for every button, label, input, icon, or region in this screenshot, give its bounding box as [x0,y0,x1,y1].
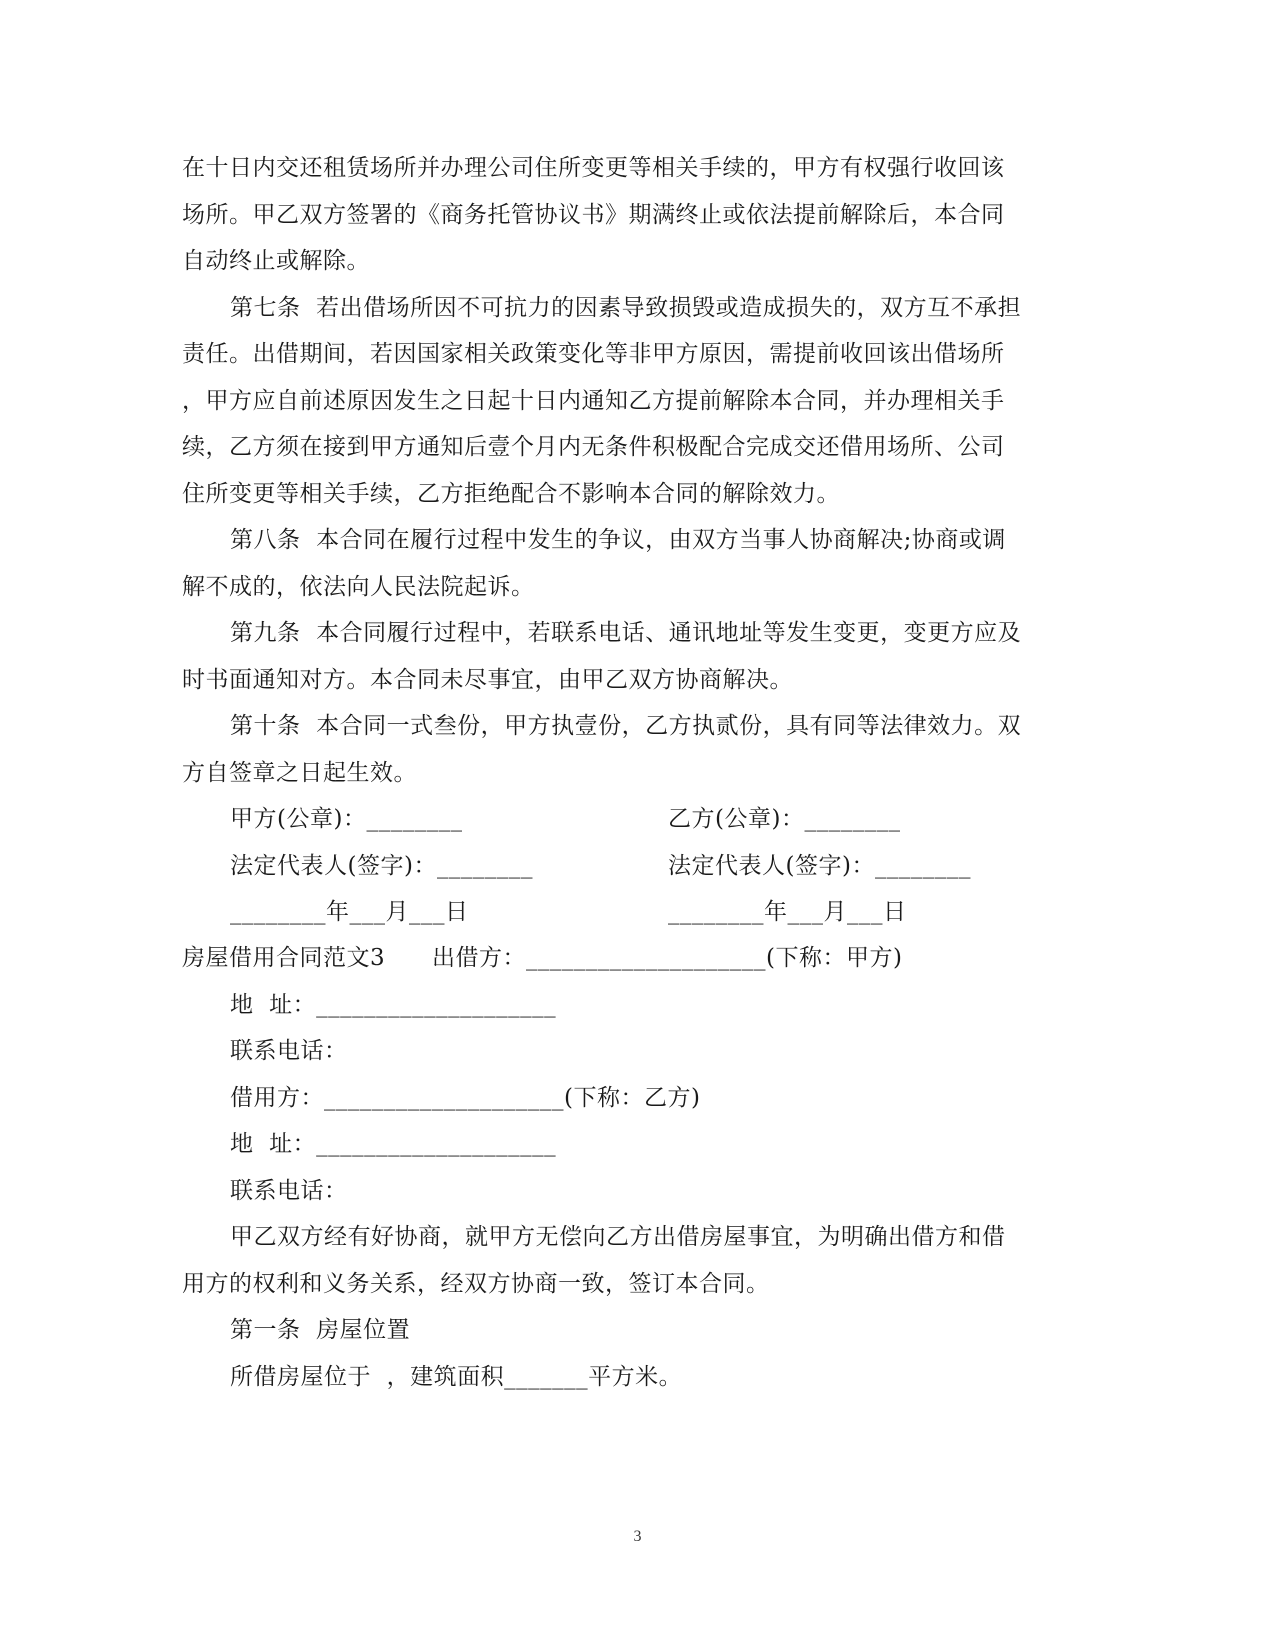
clause-1-heading: 第一条 房屋位置 [230,1317,411,1343]
party-a-date: ________年___月___日 [230,899,469,925]
borrower-line: 借用方：____________________(下称：乙方) [230,1085,701,1111]
section-heading-line: 房屋借用合同范文3 出借方：____________________(下称：甲方) [182,945,903,971]
body-line: 场所。甲乙双方签署的《商务托管协议书》期满终止或依法提前解除后，本合同 [182,202,1005,228]
body-line: ，甲方应自前述原因发生之日起十日内通知乙方提前解除本合同，并办理相关手 [182,388,1005,414]
body-line: 方自签章之日起生效。 [182,760,417,786]
body-line: 时书面通知对方。本合同未尽事宜，由甲乙双方协商解决。 [182,667,793,693]
body-line: 责任。出借期间，若因国家相关政策变化等非甲方原因，需提前收回该出借场所 [182,341,1005,367]
body-line: 用方的权利和义务关系，经双方协商一致，签订本合同。 [182,1271,770,1297]
borrower-phone: 联系电话： [230,1178,348,1204]
party-b-date: ________年___月___日 [668,899,907,925]
clause-10-line: 第十条 本合同一式叁份，甲方执壹份，乙方执贰份，具有同等法律效力。双 [230,713,1022,739]
lender-address: 地 址：____________________ [230,992,557,1018]
body-line: 所借房屋位于 ，建筑面积_______平方米。 [230,1364,683,1390]
borrower-address: 地 址：____________________ [230,1131,557,1157]
body-line: 在十日内交还租赁场所并办理公司住所变更等相关手续的，甲方有权强行收回该 [182,155,1005,181]
body-line: 自动终止或解除。 [182,248,370,274]
page-number: 3 [633,1528,642,1545]
lender-phone: 联系电话： [230,1038,348,1064]
clause-8-line: 第八条 本合同在履行过程中发生的争议，由双方当事人协商解决;协商或调 [230,527,1006,553]
party-a-representative: 法定代表人(签字)：________ [230,853,533,879]
clause-9-line: 第九条 本合同履行过程中，若联系电话、通讯地址等发生变更，变更方应及 [230,620,1022,646]
body-line: 解不成的，依法向人民法院起诉。 [182,574,535,600]
party-a-seal: 甲方(公章)：________ [230,806,463,832]
party-b-seal: 乙方(公章)：________ [668,806,901,832]
body-line: 甲乙双方经有好协商，就甲方无偿向乙方出借房屋事宜，为明确出借方和借 [230,1224,1006,1250]
body-line: 续，乙方须在接到甲方通知后壹个月内无条件积极配合完成交还借用场所、公司 [182,434,1005,460]
clause-7-line: 第七条 若出借场所因不可抗力的因素导致损毁或造成损失的，双方互不承担 [230,295,1022,321]
body-line: 住所变更等相关手续，乙方拒绝配合不影响本合同的解除效力。 [182,481,840,507]
party-b-representative: 法定代表人(签字)：________ [668,853,971,879]
